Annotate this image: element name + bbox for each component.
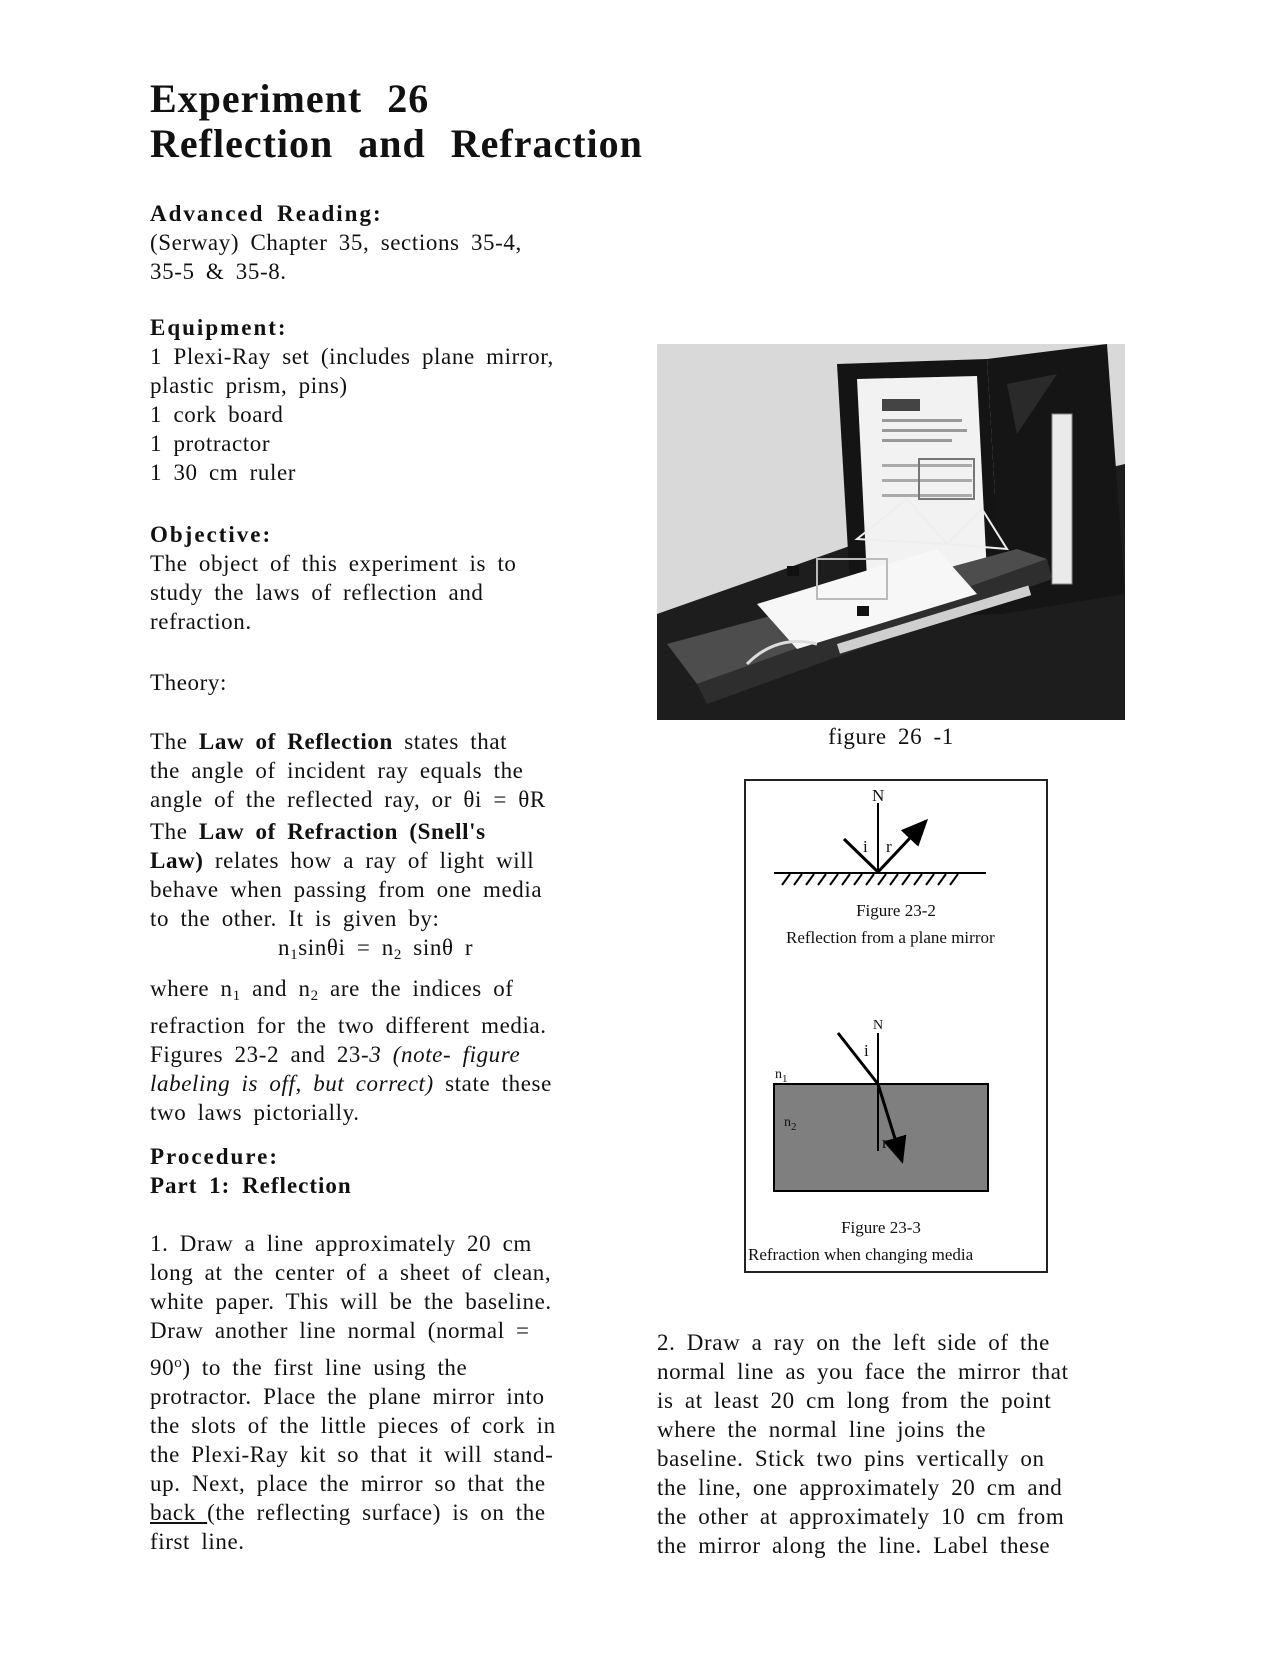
step-1-line: the Plexi-Ray kit so that it will stand- (150, 1442, 554, 1467)
theory-line: angle of the reflected ray, or θi = θR (150, 787, 546, 812)
step-2-line: baseline. Stick two pins vertically on (657, 1446, 1045, 1471)
figure-23-2-caption: Reflection from a plane mirror (786, 928, 995, 947)
theory-line: labeling is off, but correct) state these (150, 1071, 552, 1096)
n1-label: $n_1$ (775, 1067, 788, 1085)
equipment-item: plastic prism, pins) (150, 373, 348, 398)
theory-line: two laws pictorially. (150, 1100, 360, 1125)
step-1-line: white paper. This will be the baseline. (150, 1289, 552, 1314)
theory-line: where $n_1$ and $n_2$ are the indices of (150, 976, 514, 1004)
equipment-item: 1 cork board (150, 402, 284, 427)
equipment-item: 1 protractor (150, 431, 271, 456)
theory-line: the angle of incident ray equals the (150, 758, 524, 783)
equipment-heading: Equipment: (150, 315, 288, 340)
step-1-line: first line. (150, 1529, 245, 1554)
theory-section (150, 727, 620, 1127)
step-1-line: protractor. Place the plane mirror into (150, 1384, 545, 1409)
step-1-line: the slots of the little pieces of cork in (150, 1413, 556, 1438)
figure-23-3-title: Figure 23-3 (841, 1218, 921, 1237)
step-2-line: where the normal line joins the (657, 1417, 987, 1442)
law-of-reflection-term: Law of Reflection (198, 729, 393, 754)
incident-ray-refraction (838, 1033, 878, 1084)
step-1 (150, 1229, 620, 1556)
theory-line: behave when passing from one media (150, 877, 543, 902)
photo-caption: figure 26 -1 (828, 724, 954, 749)
theory-line: Law) relates how a ray of light will (150, 848, 535, 873)
normal-label-refraction: N (873, 1018, 884, 1033)
theory-line: The Law of Reflection states that (150, 729, 508, 754)
part-1-heading: Part 1: Reflection (150, 1173, 352, 1198)
step-1-line: 90$^o$) to the first line using the (150, 1355, 468, 1380)
ray-diagrams (746, 781, 1046, 1271)
theory-line: Figures 23-2 and 23-3 (note- figure (150, 1042, 521, 1067)
step-1-line: back (the reflecting surface) is on the (150, 1500, 546, 1525)
procedure-heading: Procedure: (150, 1144, 280, 1169)
n2-label: $n_2$ (784, 1115, 797, 1133)
title-line-1: Experiment 26 (150, 76, 430, 121)
snell-formula: $n_1\sin\theta i = n_2$ sinθ r (278, 935, 474, 963)
normal-label: N (872, 786, 885, 805)
figure-23-3-caption: Refraction when changing media (748, 1245, 974, 1264)
step-2-line: normal line as you face the mirror that (657, 1359, 1069, 1384)
advanced-reading-line: (Serway) Chapter 35, sections 35-4, (150, 230, 522, 255)
equipment-section (150, 313, 620, 487)
angle-r-label-refraction: r (882, 1133, 888, 1152)
advanced-reading-section (150, 199, 620, 286)
equipment-item: 1 Plexi-Ray set (includes plane mirror, (150, 344, 554, 369)
angle-r-label: r (886, 837, 892, 856)
objective-line: The object of this experiment is to (150, 551, 517, 576)
procedure-section (150, 1142, 620, 1200)
plexi-ray-kit-photo (657, 344, 1125, 720)
step-2-line: the other at approximately 10 cm from (657, 1504, 1065, 1529)
figure-23-2-title: Figure 23-2 (856, 901, 936, 920)
step-2 (657, 1328, 1127, 1560)
diagrams-figure (744, 779, 1048, 1273)
angle-i-label-refraction: i (864, 1041, 869, 1060)
theory-line: refraction for the two different media. (150, 1013, 547, 1038)
step-1-line: long at the center of a sheet of clean, (150, 1260, 552, 1285)
step-1-line: up. Next, place the mirror so that the (150, 1471, 546, 1496)
theory-line: to the other. It is given by: (150, 906, 440, 931)
theory-line: The Law of Refraction (Snell's (150, 819, 486, 844)
law-of-refraction-term: Law of Refraction (Snell's (198, 819, 486, 844)
advanced-reading-line: 35-5 & 35-8. (150, 259, 287, 284)
step-2-line: 2. Draw a ray on the left side of the (657, 1330, 1050, 1355)
equipment-item: 1 30 cm ruler (150, 460, 297, 485)
angle-i-label: i (863, 837, 868, 856)
step-2-line: the line, one approximately 20 cm and (657, 1475, 1063, 1500)
objective-section (150, 520, 620, 636)
theory-heading: Theory: (150, 670, 228, 695)
advanced-reading-heading: Advanced Reading: (150, 201, 383, 226)
mirror-hatching (782, 874, 958, 885)
objective-line: study the laws of reflection and (150, 580, 484, 605)
objective-heading: Objective: (150, 522, 273, 547)
step-1-line: 1. Draw a line approximately 20 cm (150, 1231, 532, 1256)
step-2-line: the mirror along the line. Label these (657, 1533, 1051, 1558)
step-1-line: Draw another line normal (normal = (150, 1318, 530, 1343)
medium-n2 (774, 1084, 988, 1191)
step-2-line: is at least 20 cm long from the point (657, 1388, 1052, 1413)
page-title (150, 76, 643, 166)
title-line-2: Reflection and Refraction (150, 121, 643, 166)
objective-line: refraction. (150, 609, 252, 634)
incident-ray (844, 839, 878, 872)
photo-illustration (657, 344, 1125, 720)
